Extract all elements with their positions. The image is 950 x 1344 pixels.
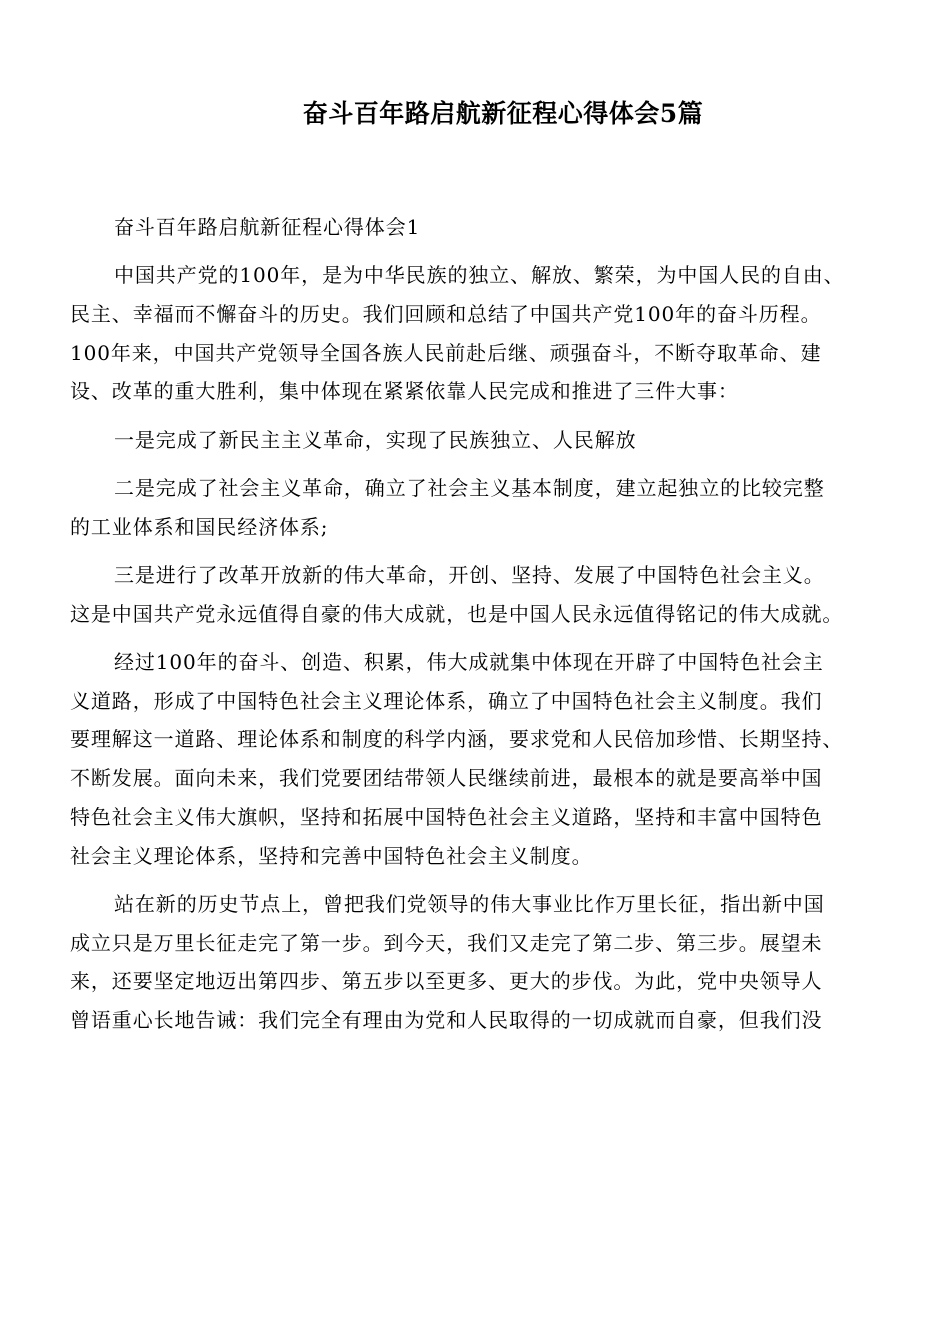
paragraph-3 xyxy=(70,469,888,546)
paragraph-line: 义道路，形成了中国特色社会主义理论体系，确立了中国特色社会主义制度。我们 xyxy=(70,688,823,713)
paragraph-line: 经过100年的奋斗、创造、积累，伟大成就集中体现在开辟了中国特色社会主 xyxy=(114,650,824,674)
paragraph-4 xyxy=(70,556,888,633)
paragraph-line: 二是完成了社会主义革命，确立了社会主义基本制度，建立起独立的比较完整 xyxy=(114,476,825,500)
paragraph-line: 特色社会主义伟大旗帜，坚持和拓展中国特色社会主义道路，坚持和丰富中国特色 xyxy=(70,804,823,829)
paragraph-line: 来，还要坚定地迈出第四步、第五步以至更多、更大的步伐。为此，党中央领导人 xyxy=(70,969,823,994)
paragraph-2 xyxy=(70,421,888,460)
paragraph-line: 这是中国共产党永远值得自豪的伟大成就，也是中国人民永远值得铭记的伟大成就。 xyxy=(70,601,844,626)
paragraph-5 xyxy=(70,643,888,875)
paragraph-line: 100年来，中国共产党领导全国各族人民前赴后继、顽强奋斗，不断夺取革命、建 xyxy=(70,340,822,365)
section-heading xyxy=(70,208,888,247)
paragraph-line: 成立只是万里长征走完了第一步。到今天，我们又走完了第二步、第三步。展望未 xyxy=(70,930,823,955)
paragraph-line: 一是完成了新民主主义革命，实现了民族独立、人民解放 xyxy=(114,427,637,452)
paragraph-line: 社会主义理论体系，坚持和完善中国特色社会主义制度。 xyxy=(70,843,593,868)
paragraph-6 xyxy=(70,885,888,1040)
paragraph-line: 民主、幸福而不懈奋斗的历史。我们回顾和总结了中国共产党100年的奋斗历程。 xyxy=(70,302,822,326)
paragraph-line: 设、改革的重大胜利，集中体现在紧紧依靠人民完成和推进了三件大事： xyxy=(70,379,739,404)
paragraph-line: 中国共产党的100年，是为中华民族的独立、解放、繁荣，为中国人民的自由、 xyxy=(114,263,845,288)
paragraph-line: 的工业体系和国民经济体系; xyxy=(70,514,329,539)
paragraph-line: 要理解这一道路、理论体系和制度的科学内涵，要求党和人民倍加珍惜、长期坚持、 xyxy=(70,727,844,752)
paragraph-line: 站在新的历史节点上，曾把我们党领导的伟大事业比作万里长征，指出新中国 xyxy=(114,891,825,916)
document-title: 奋斗百年路启航新征程心得体会5篇 xyxy=(302,99,704,128)
paragraph-line: 三是进行了改革开放新的伟大革命，开创、坚持、发展了中国特色社会主义。 xyxy=(114,563,825,587)
paragraph-line: 不断发展。面向未来，我们党要团结带领人民继续前进，最根本的就是要高举中国 xyxy=(70,766,823,791)
section-heading-text: 奋斗百年路启航新征程心得体会1 xyxy=(114,215,421,239)
document-body xyxy=(70,208,888,1049)
paragraph-1 xyxy=(70,256,888,411)
paragraph-line: 曾语重心长地告诫：我们完全有理由为党和人民取得的一切成就而自豪，但我们没 xyxy=(70,1007,823,1032)
